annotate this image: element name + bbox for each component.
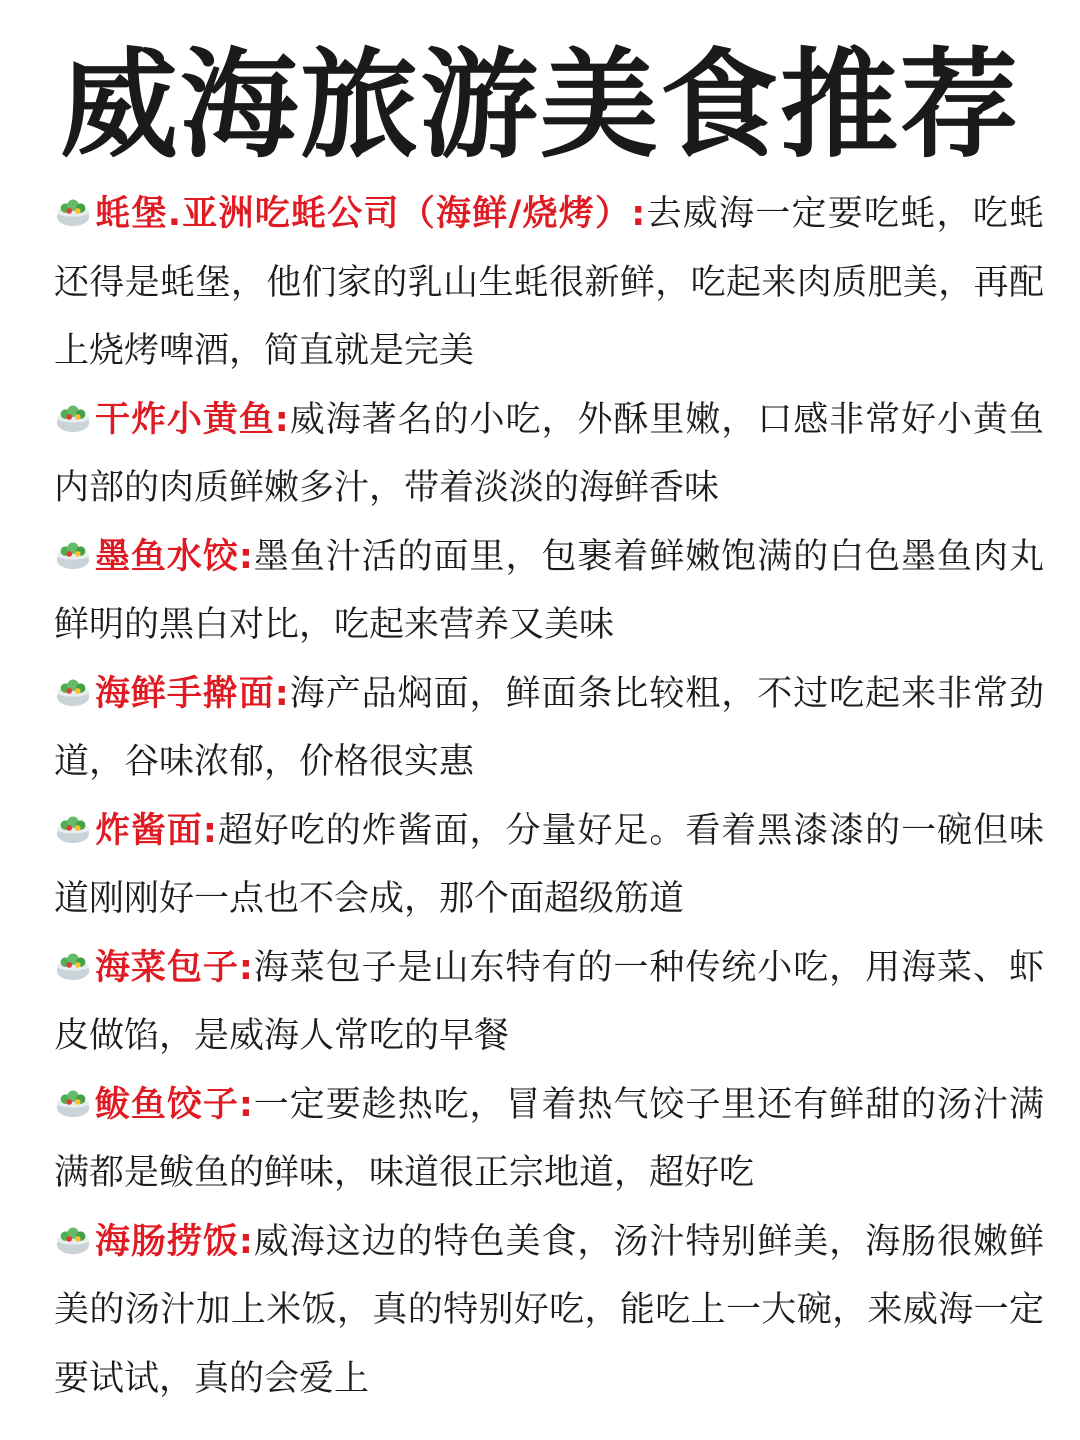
food-name: 海菜包子 [94,947,239,988]
food-item [54,797,1044,934]
food-description: 威海著名的小吃，外酥里嫩，口感非常好小黄鱼内部的肉质鲜嫩多汁，带着淡淡的海鲜香味 [54,399,1044,508]
food-description: 墨鱼汁活的面里，包裹着鲜嫩饱满的白色墨鱼肉丸鲜明的黑白对比，吃起来营养又美味 [54,536,1044,645]
food-name: 蚝堡.亚洲吃蚝公司（海鲜/烧烤） [94,194,632,234]
food-item [54,386,1044,523]
food-list [54,180,1044,1413]
food-description: 超好吃的炸酱面，分量好足。看着黑漆漆的一碗但味道刚刚好一点也不会成，那个面超级筋道 [54,810,1044,919]
food-name: 墨鱼水饺 [94,536,239,577]
colon-separator: : [631,194,646,234]
food-description: 一定要趁热吃，冒着热气饺子里还有鲜甜的汤汁满满都是鲅鱼的鲜味，味道很正宗地道，超好吃 [54,1084,1044,1193]
salad-bowl-icon [54,191,92,229]
food-name: 炸酱面 [94,810,203,851]
colon-separator: : [238,536,253,577]
salad-bowl-icon [54,671,92,709]
food-item [54,180,1044,386]
salad-bowl-icon [54,397,92,435]
food-description: 海菜包子是山东特有的一种传统小吃，用海菜、虾皮做馅，是威海人常吃的早餐 [54,947,1044,1056]
salad-bowl-icon [54,534,92,572]
food-name: 海鲜手擀面 [94,673,275,714]
food-item [54,523,1044,660]
colon-separator: : [202,810,217,851]
colon-separator: : [238,947,253,988]
food-description: 威海这边的特色美食，汤汁特别鲜美，海肠很嫩鲜美的汤汁加上米饭，真的特别好吃，能吃上一大碗，来威海一定要试试，真的会爱上 [54,1221,1044,1399]
food-description: 海产品焖面，鲜面条比较粗，不过吃起来非常劲道，谷味浓郁，价格很实惠 [54,673,1044,782]
food-name: 海肠捞饭 [94,1221,239,1262]
page-title: 威海旅游美食推荐 [59,36,1020,174]
colon-separator: : [238,1084,253,1125]
food-description: 去威海一定要吃蚝，吃蚝还得是蚝堡，他们家的乳山生蚝很新鲜，吃起来肉质肥美，再配上烧烤啤酒，简直就是完美 [54,194,1044,371]
food-item [54,1208,1044,1414]
colon-separator: : [274,399,289,440]
food-item [54,934,1044,1071]
food-item [54,1071,1044,1208]
salad-bowl-icon [54,808,92,846]
food-item [54,660,1044,797]
food-name: 鲅鱼饺子 [94,1084,239,1125]
colon-separator: : [238,1221,253,1262]
salad-bowl-icon [54,1082,92,1120]
salad-bowl-icon [54,945,92,983]
food-name: 干炸小黄鱼 [94,399,275,440]
colon-separator: : [274,673,289,714]
salad-bowl-icon [54,1219,92,1257]
